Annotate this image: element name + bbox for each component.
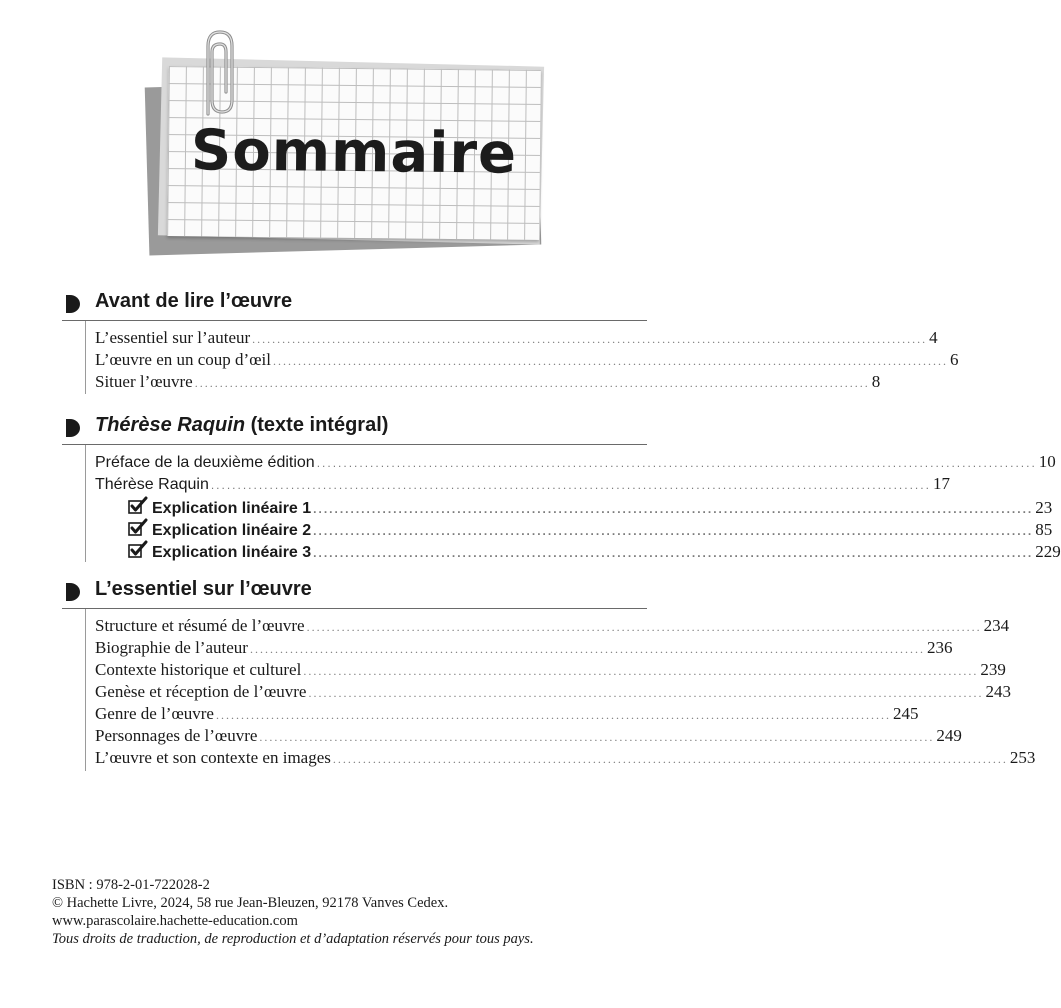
title-card (0, 0, 700, 270)
dot-leader: ....................................................................................................................................... (210, 478, 931, 492)
dot-leader: ....................................................................................................................................... (249, 642, 925, 656)
toc-entry[interactable] (95, 473, 950, 495)
toc-entry[interactable] (128, 495, 1053, 517)
toc-entry-page: 239 (980, 660, 1006, 679)
toc-entry-page: 236 (926, 638, 953, 657)
toc-entry-label: Genre de l’œuvre (95, 704, 214, 723)
rights-line: Tous droits de traduction, de reproduction et d’adaptation réservés pour tous pays. (52, 931, 534, 947)
copyright-line: © Hachette Livre, 2024, 58 rue Jean-Bleuzen, 92178 Vanves Cedex. (52, 895, 449, 911)
dot-leader: ....................................................................................................................................... (313, 502, 1034, 516)
toc-entry[interactable] (95, 747, 1036, 769)
section-header (0, 290, 700, 320)
toc-entry-label: Explication linéaire 1 (152, 500, 312, 517)
toc-entry[interactable] (95, 659, 1006, 681)
dot-leader: ....................................................................................................................................... (272, 354, 948, 368)
dot-leader: ....................................................................................................................................... (316, 456, 1037, 470)
dot-leader: ....................................................................................................................................... (194, 376, 870, 390)
colophon (52, 876, 672, 948)
checkbox-check-icon (128, 541, 148, 566)
dot-leader: ....................................................................................................................................... (306, 620, 982, 634)
website-link[interactable]: www.parascolaire.hachette-education.com (52, 913, 298, 929)
toc-entry-page: 243 (985, 682, 1011, 701)
toc-entry-label: Genèse et réception de l’œuvre (95, 682, 307, 701)
dot-leader: ....................................................................................................................................... (252, 332, 928, 346)
dot-leader: ....................................................................................................................................... (303, 664, 979, 678)
toc-entry[interactable] (95, 451, 1056, 473)
toc-entry-label: Thérèse Raquin (95, 476, 209, 493)
toc-entry-label: Biographie de l’auteur (95, 638, 248, 657)
divider (62, 320, 647, 321)
section-rule (85, 321, 86, 394)
toc-entry[interactable] (95, 615, 1010, 637)
toc-entry-label: Explication linéaire 2 (152, 522, 312, 539)
divider (62, 444, 647, 445)
toc-entry-page: 229 (1035, 542, 1061, 561)
toc-entry[interactable] (95, 637, 953, 659)
page-title: Sommaire (190, 118, 518, 187)
section-title-italic: Thérèse Raquin (95, 414, 246, 436)
toc-entry-label: Structure et résumé de l’œuvre (95, 616, 305, 635)
toc-entry-label: L’essentiel sur l’auteur (95, 328, 251, 347)
toc-entry[interactable] (95, 681, 1011, 703)
toc-entry[interactable] (95, 725, 962, 747)
toc-entry-page: 6 (949, 350, 959, 369)
section-title (95, 414, 388, 437)
toc-entry[interactable] (95, 703, 919, 725)
half-disc-icon (64, 418, 80, 443)
toc-entry-page: 85 (1035, 520, 1053, 539)
toc-entry-label: Personnages de l’œuvre (95, 726, 258, 745)
section-title: L’essentiel sur l’œuvre (95, 578, 312, 600)
toc-entry-label: L’œuvre en un coup d’œil (95, 350, 271, 369)
section-header (0, 578, 700, 608)
dot-leader: ....................................................................................................................................... (308, 686, 984, 700)
toc-entry-page: 249 (936, 726, 962, 745)
section-header (0, 414, 700, 444)
dot-leader: ....................................................................................................................................... (313, 524, 1034, 538)
dot-leader: ....................................................................................................................................... (332, 752, 1008, 766)
half-disc-icon (64, 582, 80, 607)
toc-entry[interactable] (128, 517, 1053, 539)
toc-entry[interactable] (95, 371, 881, 393)
toc-entry-label: Préface de la deuxième édition (95, 454, 315, 471)
toc-entry-label: Explication linéaire 3 (152, 544, 312, 561)
paperclip-icon (194, 26, 240, 127)
toc-entry[interactable] (95, 327, 938, 349)
toc-entry-page: 17 (932, 474, 950, 493)
section-rule (85, 609, 86, 771)
section-title-rest: (texte intégral) (245, 414, 389, 436)
toc-entry[interactable] (95, 349, 959, 371)
toc-entry-page: 245 (892, 704, 919, 723)
divider (62, 608, 647, 609)
toc-entry-page: 10 (1038, 452, 1056, 471)
toc-entry-label: L’œuvre et son contexte en images (95, 748, 331, 767)
dot-leader: ....................................................................................................................................... (259, 730, 935, 744)
toc-entry-page: 23 (1035, 498, 1053, 517)
dot-leader: ....................................................................................................................................... (215, 708, 891, 722)
toc-entry-label: Situer l’œuvre (95, 372, 193, 391)
section-rule (85, 445, 86, 562)
dot-leader: ....................................................................................................................................... (313, 546, 1034, 560)
half-disc-icon (64, 294, 80, 319)
toc-entry[interactable] (128, 539, 1061, 561)
toc-entry-label: Contexte historique et culturel (95, 660, 302, 679)
toc-entry-page: 234 (983, 616, 1010, 635)
isbn-line: ISBN : 978-2-01-722028-2 (52, 877, 210, 893)
section-title: Avant de lire l’œuvre (95, 290, 293, 312)
toc-entry-page: 4 (929, 328, 938, 347)
toc-entry-page: 8 (871, 372, 881, 391)
toc-entry-page: 253 (1009, 748, 1036, 767)
